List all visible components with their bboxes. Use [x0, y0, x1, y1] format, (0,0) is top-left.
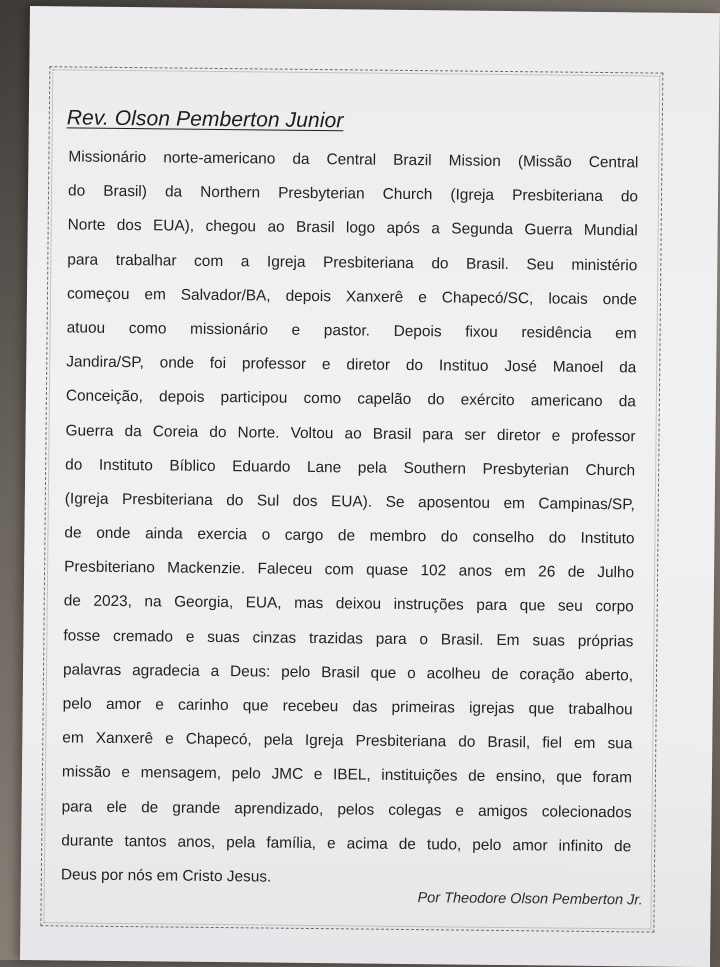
body-line: Jandira/SP, onde foi professor e diretor do Instituo José Manoel da	[66, 353, 637, 377]
body-line: Norte dos EUA), chegou ao Brasil logo após a Segunda Guerra Mundial	[67, 216, 638, 240]
body-line: de 2023, na Georgia, EUA, mas deixou instruções para que seu corpo	[63, 592, 634, 616]
body-line: do Brasil) da Northern Presbyterian Church (Igreja Presbiteriana do	[67, 182, 639, 206]
body-line: fosse cremado e suas cinzas trazidas para o Brasil. Em suas próprias	[63, 627, 634, 650]
body-line: para ele de grande aprendizado, pelos colegas e amigos colecionados	[61, 797, 632, 821]
body-line: de onde ainda exercia o cargo de membro do conselho do Instituto	[64, 524, 635, 548]
body-line: Guerra da Coreia do Norte. Voltou ao Brasil para ser diretor e professor	[65, 421, 636, 445]
body-line: começou em Salvador/BA, depois Xanxerê e Chapecó/SC, locais onde	[66, 285, 638, 309]
body-line: Presbiteriano Mackenzie. Faleceu com quase 102 anos em 26 de Julho	[64, 558, 635, 582]
body-line: missão e mensagem, pelo JMC e IBEL, instituições de ensino, que foram	[61, 763, 633, 787]
body-line: durante tantos anos, pela família, e acima de tudo, pelo amor infinito de	[61, 832, 632, 856]
body-line: para trabalhar com a Igreja Presbiteriana do Brasil. Seu ministério	[67, 250, 638, 274]
body-line: (Igreja Presbiteriana do Sul dos EUA). Se aposentou em Campinas/SP,	[64, 490, 635, 514]
body-line: Deus por nós em Cristo Jesus.	[60, 866, 272, 886]
body-line: Conceição, depois participou como capelão do exército americano da	[65, 387, 636, 411]
body-line: pelo amor e carinho que recebeu das primeiras igrejas que trabalhou	[62, 695, 633, 719]
paper-sheet	[20, 6, 720, 967]
document-body	[61, 140, 659, 898]
body-line: Missionário norte-americano da Central Brazil Mission (Missão Central	[68, 148, 639, 172]
body-line: em Xanxerê e Chapecó, pela Igreja Presbiteriana do Brasil, fiel em sua	[62, 729, 633, 753]
document-title: Rev. Olson Pemberton Junior	[66, 106, 344, 133]
body-line: palavras agradecia a Deus: pelo Brasil que o acolheu de coração aberto,	[62, 661, 634, 685]
body-line: atuou como missionário e pastor. Depois fixou residência em	[66, 319, 637, 343]
signature: Por Theodore Olson Pemberton Jr.	[417, 890, 643, 909]
body-line: do Instituto Bíblico Eduardo Lane pela Southern Presbyterian Church	[65, 456, 636, 480]
